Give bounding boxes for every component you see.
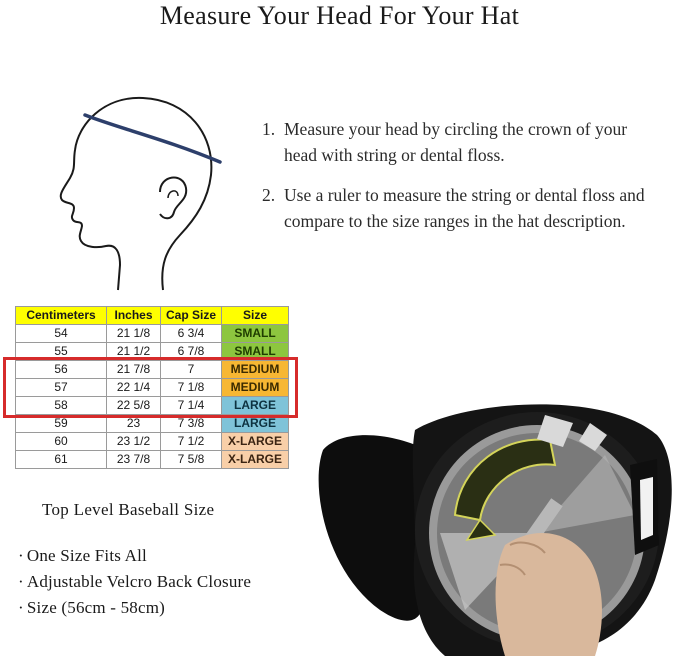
column-header-inches: Inches [107,307,161,325]
cell-size-label: MEDIUM [222,379,289,397]
step-number: 2. [262,185,276,205]
cell-centimeters: 58 [16,397,107,415]
product-caption: Top Level Baseball Size [42,500,215,519]
instructions-list [262,116,662,248]
cap-with-measuring-tool-photo [305,395,679,656]
cell-cap-size: 7 5/8 [161,451,222,469]
cell-inches: 21 1/8 [107,325,161,343]
feature-item [18,569,251,595]
cell-centimeters: 56 [16,361,107,379]
cell-cap-size: 6 3/4 [161,325,222,343]
cell-size-label: SMALL [222,343,289,361]
table-header-row [16,307,289,325]
table-row [16,325,289,343]
cell-centimeters: 59 [16,415,107,433]
bullet-icon: · [18,598,24,617]
cell-centimeters: 61 [16,451,107,469]
cell-centimeters: 60 [16,433,107,451]
feature-item [18,595,251,621]
feature-list [18,543,251,621]
cell-cap-size: 6 7/8 [161,343,222,361]
cell-inches: 21 1/2 [107,343,161,361]
cell-inches: 22 5/8 [107,397,161,415]
cell-size-label: X-LARGE [222,433,289,451]
cell-size-label: MEDIUM [222,361,289,379]
table-row [16,433,289,451]
cell-inches: 22 1/4 [107,379,161,397]
cell-size-label: SMALL [222,325,289,343]
bullet-icon: · [18,546,24,565]
cell-size-label: X-LARGE [222,451,289,469]
page-title: Measure Your Head For Your Hat [159,1,520,30]
column-header-centimeters: Centimeters [16,307,107,325]
cell-cap-size: 7 1/4 [161,397,222,415]
step-text: Measure your head by circling the crown of your head with string or dental floss. [284,119,628,165]
cell-cap-size: 7 1/2 [161,433,222,451]
cell-size-label: LARGE [222,415,289,433]
step-number: 1. [262,119,276,139]
cell-size-label: LARGE [222,397,289,415]
cell-inches: 23 [107,415,161,433]
head-profile-icon [48,80,238,300]
instruction-step [262,182,662,234]
cell-cap-size: 7 3/8 [161,415,222,433]
recommended-size-highlight [3,357,298,418]
cell-centimeters: 55 [16,343,107,361]
instruction-step [262,116,662,168]
cell-centimeters: 54 [16,325,107,343]
column-header-cap-size: Cap Size [161,307,222,325]
cell-cap-size: 7 [161,361,222,379]
cell-inches: 23 1/2 [107,433,161,451]
cell-cap-size: 7 1/8 [161,379,222,397]
step-text: Use a ruler to measure the string or dental floss and compare to the size ranges in the hat description. [284,185,645,231]
column-header-size: Size [222,307,289,325]
feature-text: Size (56cm - 58cm) [26,598,166,617]
cell-inches: 23 7/8 [107,451,161,469]
feature-item [18,543,251,569]
feature-text: Adjustable Velcro Back Closure [26,572,252,591]
cell-centimeters: 57 [16,379,107,397]
table-row [16,451,289,469]
feature-text: One Size Fits All [26,546,147,565]
bullet-icon: · [18,572,24,591]
cell-inches: 21 7/8 [107,361,161,379]
